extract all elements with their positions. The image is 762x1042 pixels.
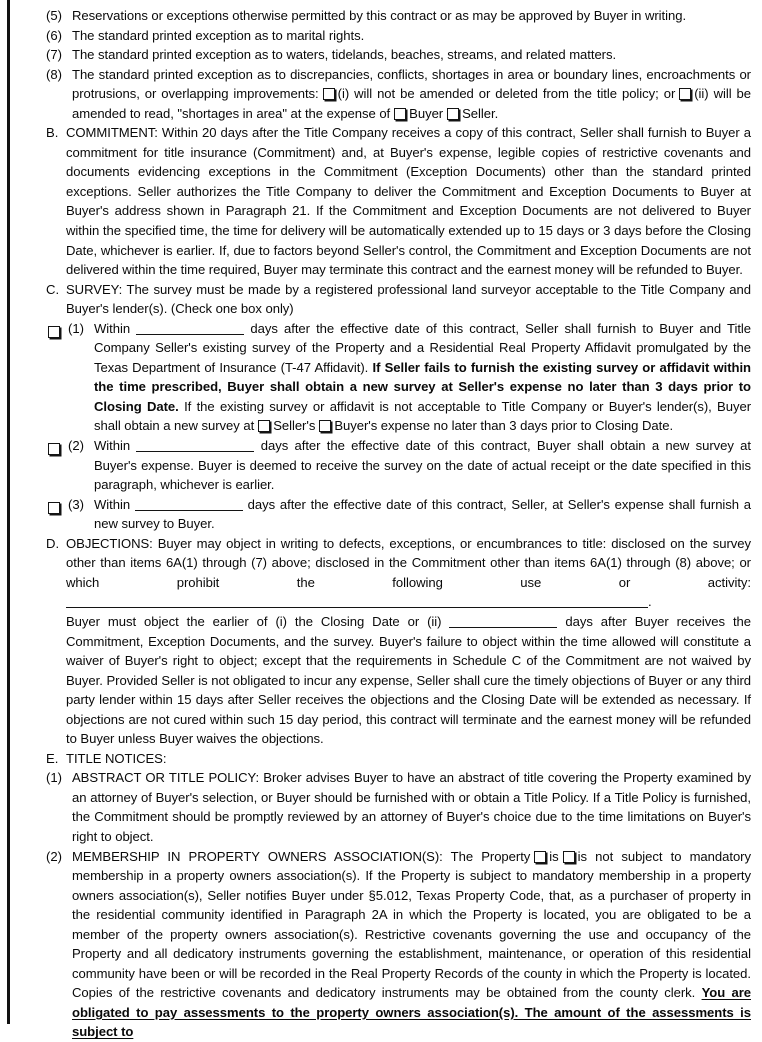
section-heading: SURVEY: xyxy=(66,281,123,297)
use-activity-blank-field[interactable] xyxy=(66,607,648,608)
c3-lead: Within xyxy=(94,496,131,512)
item-marker: (1) xyxy=(46,770,63,786)
item-text xyxy=(72,768,751,846)
list-item-a5 xyxy=(46,6,751,26)
c1-bold-notice: If Seller fails to furnish the existing survey or affidavit within the time prescribed, Buyer shall obtain a new survey at Seller's expense no later than 3 days prior to Closing Date. xyxy=(94,359,751,414)
item-text xyxy=(94,319,751,436)
checkbox-c1-buyers-expense[interactable] xyxy=(319,420,331,432)
e1-heading: ABSTRACT OR TITLE POLICY: xyxy=(72,770,260,786)
section-c-survey xyxy=(46,280,751,319)
c3-body: days after the effective date of this contract, Seller, at Seller's expense shall furnish a new survey to Buyer. xyxy=(94,496,752,532)
days-blank-field-c1[interactable] xyxy=(136,334,244,335)
a8-lead-text: The standard printed exception as to discrepancies, conflicts, shortages in area or boundary lines, encroachments or protrusions, or overlapping improvements: xyxy=(72,66,751,102)
e2-is-label: is xyxy=(549,848,559,864)
section-text xyxy=(66,123,751,279)
section-d-text-1 xyxy=(66,534,751,612)
list-item-a8 xyxy=(46,65,751,124)
a8-seller-label: Seller xyxy=(462,105,495,121)
c1-mid: days after the effective date of this contract, Seller shall furnish to Buyer and Title Company Seller's existing survey of the Property and a Residential Real Property Affidavit promulgated by the Texas Department of Insurance (T-47 Affidavit). xyxy=(94,320,752,375)
list-item-a6 xyxy=(46,26,751,46)
c1-sellers-label: Seller's xyxy=(273,418,316,434)
item-text xyxy=(72,65,751,124)
title-notice-2 xyxy=(46,847,751,1042)
section-d-text-2 xyxy=(66,612,751,749)
item-marker: (6) xyxy=(46,27,63,43)
section-b-commitment xyxy=(46,123,751,279)
item-marker: (5) xyxy=(46,8,63,23)
checkbox-cell xyxy=(46,495,68,517)
document-body xyxy=(46,6,751,1042)
section-marker: E. xyxy=(46,750,59,766)
section-heading: OBJECTIONS: xyxy=(66,535,153,551)
item-text xyxy=(72,847,751,1042)
e2-bold-underlined-notice: You are obligated to pay assessments to the property owners association(s). The amount of the assessments is subject to xyxy=(72,985,751,1040)
list-item-a7 xyxy=(46,45,751,65)
section-heading: TITLE NOTICES: xyxy=(66,750,167,766)
e2-is-not-label: is not xyxy=(577,848,614,864)
item-marker: (1) xyxy=(68,320,85,336)
d-blank-period: . xyxy=(648,594,652,610)
item-text: The standard printed exception as to waters, tidelands, beaches, streams, and related matters. xyxy=(72,47,617,63)
section-heading: COMMITMENT: xyxy=(66,125,158,141)
checkbox-cell xyxy=(46,436,68,458)
checkbox-a8-option-ii[interactable] xyxy=(679,88,691,100)
checkbox-c1-sellers-expense[interactable] xyxy=(258,420,270,432)
section-marker: C. xyxy=(46,281,60,297)
e1-body: Broker advises Buyer to have an abstract of title covering the Property examined by an attorney of Buyer's selection, or Buyer should be furnished with or obtain a Title Policy. If a Title Policy is furnished, the Commitment should be promptly reviewed by an attorney of Buyer's choice due to the time limitations on Buyer's right to object. xyxy=(72,770,752,844)
checkbox-a8-seller[interactable] xyxy=(447,108,459,120)
checkbox-survey-option-3[interactable] xyxy=(48,502,60,514)
e2-lead: The Property xyxy=(450,848,531,864)
section-e-title-notices xyxy=(46,749,751,769)
a8-option-ii-text: (ii) will be amended to read, "shortages in area" at the expense of xyxy=(72,86,751,121)
c1-buyers-label: Buyer's expense no later than 3 days prior to Closing Date. xyxy=(334,418,674,434)
checkbox-a8-option-i[interactable] xyxy=(323,88,335,100)
item-marker: (2) xyxy=(68,438,85,454)
title-notice-1 xyxy=(46,768,751,846)
survey-option-1 xyxy=(46,319,751,436)
d-objection-body: days after Buyer receives the Commitment, Exception Documents, and the survey. Buyer's failure to object within the time allowed will constitute a waiver of Buyer's right to object; except that the requirements in Schedule C of the Commitment are not waived by Buyer. Provided Seller is not obligated to incur any expense, Seller shall cure the timely objections of Buyer or any third party lender within 15 days after Seller receives the objections and the Closing Date will be extended as necessary. If objections are not cured within such 15 day period, this contract will terminate and the earnest money will be refunded to Buyer unless Buyer waives the objections. xyxy=(66,613,751,747)
e2-body: subject to mandatory membership in a property owners association(s). If the Property is subject to mandatory membership in a property owners association(s), Seller notifies Buyer under §5.012, Texas Property Code, that, as a purchaser of property in the residential community identified in Paragraph 2A in which the Property is located, you are obligated to be a member of the property owners association(s). Restrictive covenants governing the use and occupancy of the Property and all dedicatory instruments governing the establishment, maintenance, or operation of this residential community have been or will be recorded in the Real Property Records of the county in which the Property is located. Copies of the restrictive covenants and dedicatory instruments may be obtained from the county clerk. xyxy=(72,848,751,1001)
checkbox-e2-is-not[interactable] xyxy=(563,851,575,863)
checkbox-survey-option-2[interactable] xyxy=(48,443,60,455)
days-blank-field-c2[interactable] xyxy=(136,451,254,452)
item-marker: (3) xyxy=(68,496,85,512)
section-body: Within 20 days after the Title Company receives a copy of this contract, Seller shall furnish to Buyer a commitment for title insurance (Commitment) and, at Buyer's expense, legible copies of restrictive covenants and documents evidencing exceptions in the Commitment (Exception Documents) other than the standard printed exceptions. Seller authorizes the Title Company to deliver the Commitment and Exception Documents to Buyer at Buyer's address shown in Paragraph 21. If the Commitment and Exception Documents are not delivered to Buyer within the specified time, the time for delivery will be automatically extended up to 15 days or 3 days before the Closing Date, whichever is earlier. If, due to factors beyond Seller's control, the Commitment and Exception Documents are not delivered within the time required, Buyer may terminate this contract and the earnest money will be refunded to Buyer. xyxy=(66,125,751,278)
checkbox-cell xyxy=(46,319,68,341)
item-marker: (8) xyxy=(46,66,63,82)
days-blank-field-c3[interactable] xyxy=(135,510,243,511)
checkbox-e2-is[interactable] xyxy=(534,851,546,863)
section-body: The survey must be made by a registered professional land surveyor acceptable to the Title Company and Buyer's lender(s). (Check one box only) xyxy=(66,281,751,317)
item-text: Reservations or exceptions otherwise permitted by this contract or as may be approved by Buyer in writing. xyxy=(72,8,687,23)
section-body: Buyer may object in writing to defects, exceptions, or encumbrances to title: disclosed on the survey other than items 6A(1) through (7) above; disclosed in the Commitment other than items 6A(1) through (8) above; or which prohibit the following use or activity: xyxy=(66,535,751,590)
section-marker: B. xyxy=(46,125,59,141)
a8-period: . xyxy=(494,105,499,121)
section-marker: D. xyxy=(46,535,60,551)
checkbox-a8-buyer[interactable] xyxy=(394,108,406,120)
c1-lead: Within xyxy=(94,320,131,336)
days-blank-field-d[interactable] xyxy=(449,627,557,628)
c1-tail: If the existing survey or affidavit is not acceptable to Title Company or Buyer's lender(s), Buyer shall obtain a new survey at xyxy=(94,398,752,434)
e2-heading: MEMBERSHIP IN PROPERTY OWNERS ASSOCIATION(S): xyxy=(72,848,443,864)
section-text xyxy=(66,280,751,319)
survey-option-3 xyxy=(46,495,751,534)
checkbox-survey-option-1[interactable] xyxy=(48,326,60,338)
item-text: The standard printed exception as to marital rights. xyxy=(72,27,365,43)
item-text xyxy=(94,495,751,534)
c2-body: days after the effective date of this contract, Buyer shall obtain a new survey at Buyer's expense. Buyer is deemed to receive the survey on the date of actual receipt or the date specified in this paragraph, whichever is earlier. xyxy=(94,438,751,493)
item-marker: (2) xyxy=(46,848,63,864)
section-d-objections xyxy=(46,534,751,749)
d-objection-lead: Buyer must object the earlier of (i) the Closing Date or (ii) xyxy=(66,613,442,629)
item-text xyxy=(94,436,751,495)
item-marker: (7) xyxy=(46,47,63,63)
a8-option-i-text: (i) will not be amended or deleted from the title policy; or xyxy=(337,86,676,102)
survey-option-2 xyxy=(46,436,751,495)
c2-lead: Within xyxy=(94,438,131,454)
a8-buyer-label: Buyer xyxy=(409,105,444,121)
